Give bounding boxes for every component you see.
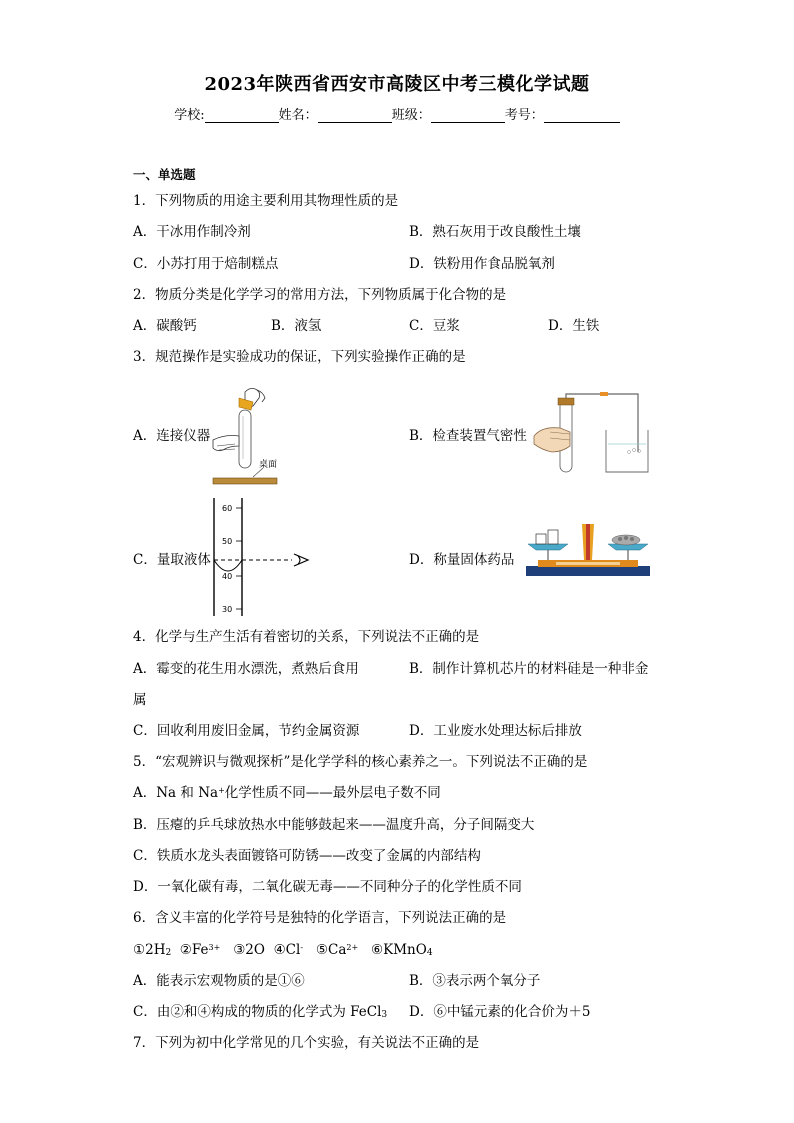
q5-option-c: C．铁质水龙头表面镀铬可防锈——改变了金属的内部结构 [133, 848, 481, 864]
cylinder-tick-40: 40 [222, 572, 233, 581]
q4-stem: 4．化学与生产生活有着密切的关系，下列说法不正确的是 [133, 629, 480, 645]
q6-option-a: A．能表示宏观物质的是①⑥ [133, 973, 305, 989]
section-title: 一、单选题 [133, 167, 196, 182]
number-blank[interactable] [544, 108, 620, 123]
q5-option-a: A．Na 和 Na+化学性质不同——最外层电子数不同 [133, 785, 441, 801]
q7-stem: 7．下列为初中化学常见的几个实验，有关说法不正确的是 [133, 1035, 480, 1051]
q4-option-b-continued: 属 [133, 692, 147, 708]
cylinder-tick-60: 60 [222, 504, 233, 513]
q2-stem: 2．物质分类是化学学习的常用方法，下列物质属于化合物的是 [133, 287, 507, 303]
page-title: 2023年陕西省西安市高陵区中考三模化学试题 [204, 74, 590, 95]
q2-option-a: A．碳酸钙 [133, 318, 197, 334]
q1-option-b: B．熟石灰用于改良酸性土壤 [409, 224, 581, 240]
airtightness-check-figure [530, 392, 650, 476]
q3-stem: 3．规范操作是实验成功的保证，下列实验操作正确的是 [133, 349, 466, 365]
q3-option-a: A．连接仪器 [133, 428, 211, 444]
q2-option-c: C．豆浆 [409, 318, 460, 334]
q3-option-d: D．称量固体药品 [409, 552, 515, 568]
q6-option-b: B．③表示两个氧分子 [409, 973, 541, 989]
connect-apparatus-figure [205, 384, 285, 492]
name-blank[interactable] [318, 108, 392, 123]
q3-option-b: B．检查装置气密性 [409, 428, 527, 444]
q6-option-c: C．由②和④构成的物质的化学式为 FeCl$_3$ [133, 1004, 388, 1020]
class-label: 班级： [391, 108, 431, 123]
q1-option-a: A．干冰用作制冷剂 [133, 224, 251, 240]
class-blank[interactable] [431, 108, 505, 123]
student-info-line [0, 104, 794, 123]
q6-stem: 6．含义丰富的化学符号是独特的化学语言，下列说法正确的是 [133, 910, 507, 926]
balance-figure [526, 520, 650, 584]
number-label: 考号： [504, 108, 544, 123]
q6-option-d: D．⑥中锰元素的化合价为＋5 [409, 1004, 591, 1020]
q5-option-d: D．一氧化碳有毒，二氧化碳无毒——不同种分子的化学性质不同 [133, 879, 522, 895]
cylinder-tick-30: 30 [222, 605, 233, 614]
q6-symbols: $①2H_2$ $②Fe^{3+}$ ③2O ④Cl- $⑤Ca^{2+}$ ⑥KMnO$_4$ [133, 942, 433, 958]
q4-option-d: D．工业废水处理达标后排放 [409, 723, 582, 739]
q5-stem: 5．“宏观辨识与微观探析”是化学学科的核心素养之一。下列说法不正确的是 [133, 754, 588, 770]
graduated-cylinder-figure [200, 498, 320, 618]
q4-option-b: B．制作计算机芯片的材料硅是一种非金 [409, 661, 649, 677]
desk-label: 桌面 [259, 460, 278, 470]
q2-option-b: B．液氢 [271, 318, 322, 334]
q2-option-d: D．生铁 [548, 318, 600, 334]
q1-option-d: D．铁粉用作食品脱氧剂 [409, 256, 555, 272]
cylinder-tick-50: 50 [222, 537, 233, 546]
school-blank[interactable] [205, 108, 279, 123]
q1-option-c: C．小苏打用于焙制糕点 [133, 256, 279, 272]
q3-option-c: C．量取液体 [133, 552, 211, 568]
q1-stem: 1．下列物质的用途主要利用其物理性质的是 [133, 193, 399, 209]
name-label: 姓名： [278, 108, 318, 123]
q4-option-c: C．回收利用废旧金属，节约金属资源 [133, 723, 360, 739]
school-label: 学校: [174, 108, 205, 123]
q4-option-a: A．霉变的花生用水漂洗，煮熟后食用 [133, 661, 359, 677]
q5-option-b: B．压瘪的乒乓球放热水中能够鼓起来——温度升高，分子间隔变大 [133, 817, 535, 833]
